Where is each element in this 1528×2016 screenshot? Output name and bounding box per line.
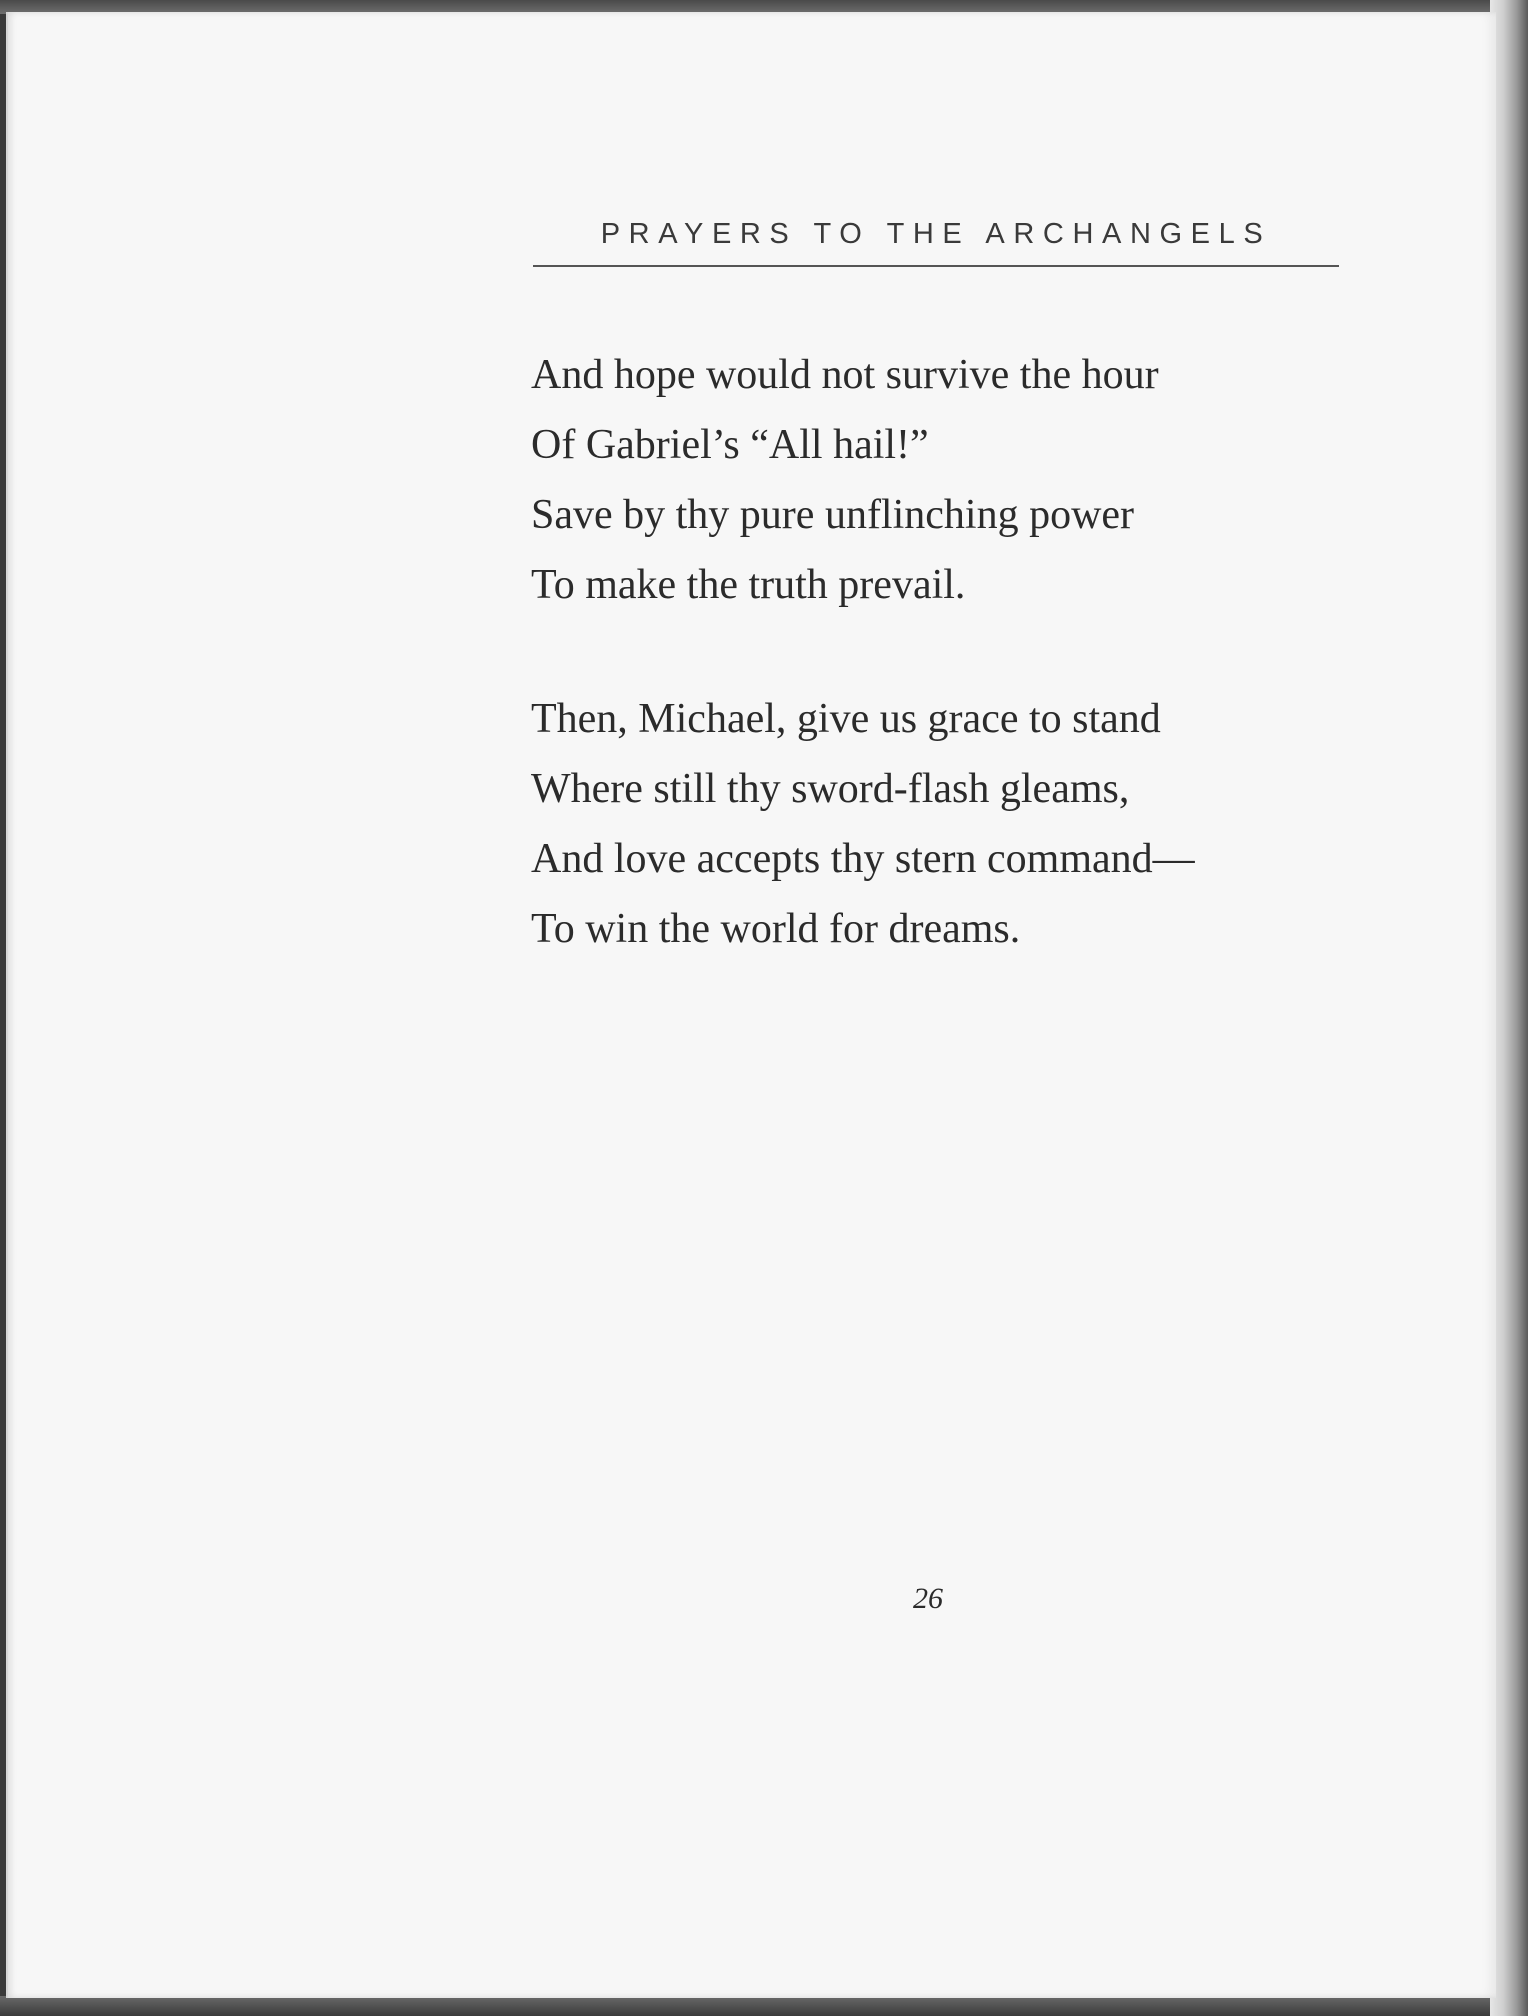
book-bottom-edge xyxy=(0,1996,1528,2016)
poem-line: And hope would not survive the hour xyxy=(531,352,1159,398)
book-page xyxy=(6,12,1496,1998)
poem-line: Of Gabriel’s “All hail!” xyxy=(531,422,929,468)
poem-line: Then, Michael, give us grace to stand xyxy=(531,696,1161,742)
poem-line: To win the world for dreams. xyxy=(531,906,1021,952)
header-rule xyxy=(533,265,1339,267)
page-number: 26 xyxy=(913,1582,943,1615)
poem-line: To make the truth prevail. xyxy=(531,562,966,608)
stanza xyxy=(531,684,1291,964)
poem-line: Where still thy sword-flash gleams, xyxy=(531,766,1130,812)
poem-line: And love accepts thy stern command— xyxy=(531,836,1195,882)
running-head: PRAYERS TO THE ARCHANGELS xyxy=(600,218,1272,250)
poem-line: Save by thy pure unflinching power xyxy=(531,492,1135,538)
stanza xyxy=(531,340,1291,620)
